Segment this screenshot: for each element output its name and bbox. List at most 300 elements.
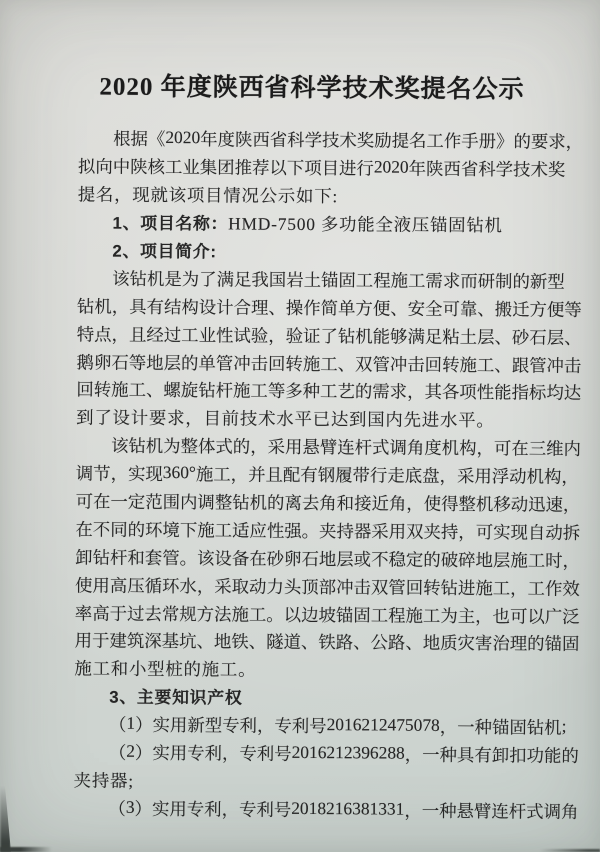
text-segment: 专 bbox=[274, 715, 292, 737]
text-segment: 3 bbox=[162, 462, 172, 483]
text-segment: 性 bbox=[215, 325, 234, 346]
text-segment: 根 bbox=[113, 129, 131, 150]
text-segment: 工 bbox=[527, 578, 546, 599]
text-segment: 强 bbox=[284, 520, 302, 541]
text-segment: 陕 bbox=[234, 129, 253, 151]
text-segment: 石 bbox=[301, 548, 319, 569]
text-segment: 专 bbox=[222, 715, 240, 736]
text-segment: ， bbox=[562, 550, 581, 571]
text-segment: 足 bbox=[424, 326, 443, 347]
text-segment: 力 bbox=[266, 576, 284, 597]
text-segment: 8 bbox=[396, 742, 405, 763]
text-segment: 压 bbox=[127, 575, 145, 596]
text-segment: 。 bbox=[301, 520, 320, 541]
text-line bbox=[75, 514, 581, 545]
text-segment: 种 bbox=[439, 800, 457, 821]
text-segment: 行 bbox=[356, 158, 374, 179]
text-segment: ， bbox=[256, 715, 275, 736]
text-segment: 1 bbox=[369, 798, 379, 819]
text-segment: 建 bbox=[109, 631, 127, 652]
text-segment: 用 bbox=[474, 466, 492, 487]
text-segment: 。 bbox=[179, 547, 198, 569]
text-segment: 拟 bbox=[77, 156, 96, 177]
text-segment: 接 bbox=[354, 493, 372, 514]
text-segment: 、 bbox=[337, 353, 356, 374]
text-segment: 下 bbox=[286, 158, 305, 179]
text-segment: 利 bbox=[239, 715, 258, 736]
text-segment: 回 bbox=[405, 577, 424, 598]
text-segment: 可 bbox=[493, 438, 512, 459]
text-segment: 1 bbox=[126, 712, 136, 733]
text-segment: 有 bbox=[474, 745, 492, 766]
text-segment: 靠 bbox=[459, 298, 478, 319]
text-line bbox=[74, 625, 580, 656]
text-segment: 钻 bbox=[76, 296, 95, 317]
text-segment: 环 bbox=[161, 575, 180, 596]
text-segment: 基 bbox=[161, 631, 180, 652]
text-segment: 工 bbox=[214, 520, 233, 541]
text-segment: 时 bbox=[545, 550, 563, 571]
text-segment: 采 bbox=[371, 521, 389, 542]
text-segment: 同 bbox=[110, 519, 128, 540]
text-segment: 式 bbox=[526, 801, 544, 822]
text-segment: 型 bbox=[547, 271, 565, 292]
text-segment: 方 bbox=[196, 603, 215, 624]
text-segment: 破 bbox=[440, 549, 459, 570]
text-segment: 应 bbox=[249, 520, 267, 541]
text-segment: 制 bbox=[495, 271, 513, 292]
text-segment: 整 bbox=[214, 492, 233, 513]
text-segment: 的 bbox=[267, 492, 285, 513]
text-segment: 施工和小型桩的施工。 bbox=[74, 658, 257, 680]
text-segment: 旋 bbox=[180, 380, 199, 401]
text-segment: 8 bbox=[431, 714, 440, 736]
text-segment: 杆 bbox=[508, 801, 527, 822]
text-segment: 公 bbox=[370, 632, 389, 654]
text-segment: 泛 bbox=[562, 606, 580, 627]
text-segment: 双 bbox=[355, 353, 373, 374]
text-segment: 锚 bbox=[320, 269, 339, 291]
text-segment: 施 bbox=[302, 353, 321, 374]
text-segment: 动 bbox=[509, 466, 527, 487]
text-segment: 杆 bbox=[215, 380, 234, 401]
text-segment: 2 bbox=[325, 797, 335, 818]
text-segment: 钻 bbox=[232, 492, 250, 513]
text-segment: 构 bbox=[543, 466, 562, 487]
text-segment: 环 bbox=[144, 519, 163, 540]
text-segment: 式 bbox=[372, 437, 390, 458]
text-segment: 围 bbox=[162, 491, 181, 513]
text-line bbox=[74, 737, 579, 768]
text-segment: 3 bbox=[352, 798, 361, 819]
text-segment: 连 bbox=[491, 801, 509, 822]
text-segment: 0 bbox=[382, 156, 392, 177]
text-segment: 艺 bbox=[337, 381, 355, 402]
text-segment: 层 bbox=[546, 327, 565, 348]
text-segment: 和 bbox=[336, 493, 355, 514]
text-segment: 3 bbox=[378, 798, 388, 819]
text-segment: 核 bbox=[147, 157, 166, 178]
text-segment: 钻 bbox=[198, 380, 216, 401]
text-segment: 回 bbox=[424, 354, 443, 375]
text-segment: （ bbox=[108, 798, 126, 819]
text-segment: 且 bbox=[265, 464, 284, 485]
text-segment: 以 bbox=[283, 604, 302, 625]
text-segment: 2 bbox=[291, 797, 301, 818]
text-segment: 机 bbox=[544, 717, 562, 738]
text-segment: 工 bbox=[492, 577, 511, 599]
text-segment: ， bbox=[406, 493, 424, 514]
text-segment: 角 bbox=[406, 437, 425, 459]
text-line bbox=[76, 430, 582, 461]
text-segment: 以 bbox=[269, 158, 287, 179]
text-segment: 8 bbox=[360, 798, 370, 819]
text-segment: 2 bbox=[182, 127, 192, 148]
text-segment: 进 bbox=[457, 577, 476, 598]
text-segment: 行 bbox=[369, 465, 388, 486]
text-segment: 移 bbox=[493, 494, 511, 515]
text-segment: 多 bbox=[285, 381, 303, 402]
text-segment: 一 bbox=[422, 744, 440, 765]
text-segment: 提名，现就该项目情况公示如下: bbox=[77, 184, 339, 207]
text-segment: 悬 bbox=[456, 800, 475, 821]
text-segment: 、 bbox=[196, 631, 214, 652]
text-segment: 施 bbox=[390, 270, 409, 291]
text-segment: 扣 bbox=[509, 745, 527, 766]
text-segment: 用 bbox=[388, 521, 407, 542]
text-segment: 连 bbox=[337, 437, 355, 458]
text-segment: 研 bbox=[477, 271, 496, 292]
text-segment: 在 bbox=[75, 519, 93, 540]
text-segment: 自 bbox=[527, 522, 546, 543]
text-segment: ， bbox=[110, 463, 129, 484]
text-segment: 要 bbox=[530, 131, 549, 153]
text-segment: 利 bbox=[204, 743, 223, 764]
text-segment: 率 bbox=[74, 602, 93, 624]
text-segment: 回 bbox=[76, 379, 94, 400]
text-segment: 、 bbox=[564, 327, 582, 348]
text-segment: ， bbox=[230, 464, 249, 485]
text-segment: 2 bbox=[326, 714, 336, 735]
text-segment: 度 bbox=[424, 438, 442, 459]
text-segment: 2 bbox=[378, 714, 388, 735]
text-segment: 双 bbox=[406, 521, 424, 542]
text-segment: 跟 bbox=[511, 354, 530, 376]
text-line bbox=[77, 235, 544, 266]
text-segment: 的 bbox=[127, 519, 146, 540]
text-segment: 的 bbox=[232, 436, 251, 457]
text-segment: 1 bbox=[308, 742, 318, 763]
text-segment: 目 bbox=[321, 158, 340, 179]
text-segment: 害 bbox=[474, 633, 493, 654]
text-segment: 省 bbox=[460, 159, 479, 180]
text-segment: 作 bbox=[303, 297, 321, 318]
text-segment: 3、主要知识产权 bbox=[109, 687, 243, 708]
text-segment: 、 bbox=[390, 298, 408, 319]
text-segment: 1 bbox=[334, 797, 344, 819]
text-segment: 用 bbox=[284, 437, 303, 458]
text-segment: 验 bbox=[285, 325, 304, 346]
text-segment: 度 bbox=[217, 129, 236, 150]
text-line bbox=[74, 598, 580, 629]
text-segment: 工 bbox=[527, 550, 546, 571]
text-segment: 土 bbox=[303, 269, 322, 290]
text-segment: 施 bbox=[405, 605, 424, 626]
text-segment: ， bbox=[439, 466, 458, 487]
text-segment: 层 bbox=[163, 352, 182, 373]
document-body bbox=[73, 123, 584, 824]
text-segment: 0 bbox=[299, 797, 309, 818]
text-segment: 3 bbox=[125, 796, 135, 817]
text-segment: 地 bbox=[318, 548, 337, 569]
text-segment: 钻 bbox=[92, 547, 111, 568]
text-segment: 证 bbox=[302, 325, 321, 346]
text-segment: 过 bbox=[126, 603, 145, 624]
text-segment: 实 bbox=[152, 715, 171, 736]
text-segment: ， bbox=[221, 799, 240, 820]
text-segment: 动 bbox=[249, 576, 267, 597]
text-segment: 》 bbox=[496, 131, 514, 152]
text-segment: 0 bbox=[191, 127, 201, 148]
text-line bbox=[78, 179, 545, 210]
text-segment: 的 bbox=[354, 381, 373, 402]
text-segment: 学 bbox=[495, 159, 514, 180]
text-segment: 去 bbox=[301, 492, 320, 514]
text-segment: 臂 bbox=[473, 800, 492, 822]
text-segment: 4 bbox=[387, 714, 397, 735]
text-segment: 循 bbox=[144, 575, 163, 596]
text-segment: 臂 bbox=[319, 437, 338, 458]
text-segment: 不 bbox=[92, 519, 111, 540]
text-segment: 部 bbox=[318, 576, 337, 597]
text-segment: 锚 bbox=[491, 717, 510, 738]
text-segment: 层 bbox=[336, 548, 354, 570]
text-segment: 6 bbox=[352, 714, 362, 735]
text-segment: 技 bbox=[321, 130, 340, 151]
text-segment: 路 bbox=[335, 632, 354, 653]
text-segment: 器 bbox=[353, 521, 372, 542]
text-segment: 地 bbox=[422, 633, 441, 654]
text-segment: 0 bbox=[174, 127, 183, 148]
text-segment: 该 bbox=[110, 435, 129, 456]
text-segment: 速 bbox=[545, 494, 564, 515]
text-segment: 工 bbox=[408, 270, 426, 291]
text-segment: 性 bbox=[266, 520, 285, 541]
text-segment: 盘 bbox=[422, 465, 440, 487]
text-segment: 筑 bbox=[126, 631, 145, 652]
text-segment: 0 bbox=[180, 462, 190, 483]
text-segment: ° bbox=[188, 462, 197, 483]
text-segment: 7 bbox=[396, 714, 406, 735]
text-segment: 全 bbox=[425, 298, 443, 319]
text-segment: ， bbox=[250, 436, 268, 457]
text-segment: 配 bbox=[282, 464, 301, 486]
text-segment: 种 bbox=[439, 744, 458, 766]
text-segment: 角 bbox=[319, 493, 337, 514]
text-segment: 中 bbox=[112, 156, 131, 178]
text-segment: 6 bbox=[369, 742, 379, 763]
text-segment: 高 bbox=[109, 575, 128, 596]
text-segment: 浮 bbox=[491, 466, 510, 487]
text-segment: 岩 bbox=[286, 269, 304, 290]
text-segment: 体 bbox=[197, 436, 216, 457]
text-line bbox=[74, 653, 541, 684]
text-segment: ， bbox=[268, 325, 286, 346]
text-segment: 机 bbox=[145, 436, 164, 457]
text-segment: 一 bbox=[421, 800, 440, 821]
text-segment: 隧 bbox=[266, 632, 284, 653]
text-segment: 、 bbox=[353, 632, 371, 653]
text-segment: 管 bbox=[388, 577, 406, 598]
text-segment: 固 bbox=[561, 634, 580, 655]
text-segment: 结 bbox=[163, 296, 182, 317]
text-segment: 为 bbox=[440, 605, 458, 626]
text-segment: 集 bbox=[199, 157, 218, 178]
text-segment: 标 bbox=[528, 382, 547, 404]
text-segment: 具 bbox=[129, 296, 147, 317]
text-segment: 能 bbox=[372, 326, 391, 347]
text-segment: 采 bbox=[267, 436, 286, 458]
text-segment: 走 bbox=[387, 465, 405, 486]
text-segment: 带 bbox=[352, 465, 371, 486]
text-segment: 冲 bbox=[389, 354, 408, 375]
document-title: 2020 年度陕西省科学技术奖提名公示 bbox=[99, 73, 525, 104]
text-segment: 水 bbox=[179, 575, 197, 596]
text-segment: 据 bbox=[130, 129, 149, 150]
text-segment: 坑 bbox=[179, 631, 197, 652]
text-segment: 0 bbox=[335, 714, 345, 735]
text-segment: 回 bbox=[267, 353, 286, 374]
text-segment: 持 bbox=[336, 521, 354, 542]
text-segment: 构 bbox=[181, 296, 199, 318]
text-segment: 满 bbox=[216, 269, 235, 290]
text-segment: 学 bbox=[304, 130, 323, 151]
text-segment: 3 bbox=[386, 798, 396, 819]
text-segment: 程 bbox=[373, 270, 391, 291]
text-line bbox=[77, 151, 566, 182]
text-segment: 的 bbox=[561, 745, 579, 766]
text-line bbox=[77, 263, 565, 294]
text-segment: 利 bbox=[256, 743, 275, 764]
text-segment: 工 bbox=[250, 381, 268, 402]
text-segment: 也 bbox=[492, 605, 511, 626]
text-segment: 计 bbox=[216, 297, 234, 318]
text-segment: 2 bbox=[126, 740, 136, 761]
text-segment: 满 bbox=[407, 326, 425, 347]
text-segment: 技 bbox=[513, 159, 531, 180]
text-segment: 单 bbox=[337, 297, 356, 319]
text-segment: 效 bbox=[562, 578, 580, 599]
text-segment: 为 bbox=[163, 436, 181, 457]
text-segment: 工 bbox=[320, 381, 338, 402]
text-segment: 理 bbox=[250, 297, 269, 318]
text-segment: 为 bbox=[181, 268, 200, 290]
text-segment: 卸 bbox=[491, 745, 510, 766]
text-segment: 整 bbox=[180, 436, 199, 457]
text-segment: 该 bbox=[196, 548, 215, 569]
text-segment: 施 bbox=[111, 380, 129, 401]
text-segment: 广 bbox=[544, 606, 563, 627]
text-segment: 荐 bbox=[251, 157, 270, 179]
text-segment: 石 bbox=[529, 327, 547, 348]
text-segment: 种 bbox=[302, 381, 321, 402]
text-segment: 底 bbox=[404, 465, 423, 486]
text-segment: 、 bbox=[477, 298, 495, 320]
text-segment: 搬 bbox=[494, 299, 513, 320]
text-segment: 工 bbox=[422, 605, 441, 626]
text-segment: 锚 bbox=[335, 604, 354, 625]
text-segment: 钻 bbox=[337, 325, 356, 346]
text-segment: 定 bbox=[405, 549, 424, 570]
text-segment: 节 bbox=[93, 463, 111, 484]
text-line bbox=[74, 765, 541, 796]
text-segment: 到了设计要求，目前技术水平已达到国内先进水平。 bbox=[76, 407, 495, 431]
text-segment: 工 bbox=[370, 605, 389, 626]
text-segment: 实 bbox=[152, 742, 170, 764]
text-segment: 2 bbox=[343, 742, 353, 763]
text-segment: 0 bbox=[300, 741, 310, 763]
text-segment: ， bbox=[221, 743, 240, 764]
text-segment: 手 bbox=[461, 131, 479, 152]
text-segment: 地 bbox=[475, 549, 494, 571]
text-segment: 实 bbox=[127, 463, 146, 484]
text-segment: ， bbox=[404, 800, 422, 821]
text-segment: 用 bbox=[169, 715, 188, 736]
text-segment: 2、项目简介: bbox=[112, 241, 217, 261]
text-segment: 机 bbox=[441, 438, 460, 459]
text-segment: 陕 bbox=[130, 157, 148, 178]
text-segment: 履 bbox=[335, 465, 353, 486]
text-segment: 顶 bbox=[301, 576, 319, 597]
text-segment: 项 bbox=[459, 382, 477, 403]
text-segment: 推 bbox=[234, 157, 253, 178]
text-segment: 1 bbox=[370, 714, 379, 735]
text-line bbox=[73, 793, 579, 824]
text-segment: 、 bbox=[268, 297, 286, 318]
text-segment: 册 bbox=[478, 131, 497, 152]
text-segment: 指 bbox=[511, 382, 530, 403]
text-segment: ， bbox=[111, 296, 130, 317]
text-segment: 专 bbox=[238, 799, 257, 820]
text-segment: 2 bbox=[391, 156, 401, 177]
text-segment: 定 bbox=[127, 491, 146, 512]
text-segment: 的 bbox=[423, 549, 441, 570]
text-segment: 角 bbox=[388, 493, 407, 514]
text-segment: 击 bbox=[353, 576, 372, 598]
text-segment: 工 bbox=[426, 131, 444, 152]
text-segment: 理 bbox=[509, 633, 528, 654]
text-segment: 工 bbox=[128, 380, 147, 401]
text-segment: 6 bbox=[317, 742, 327, 763]
text-segment: 悬 bbox=[302, 437, 320, 458]
text-segment: 用 bbox=[92, 575, 110, 596]
text-line bbox=[74, 709, 567, 740]
text-segment: 内 bbox=[563, 439, 582, 460]
text-segment: 杆 bbox=[354, 437, 373, 458]
text-segment: 等 bbox=[128, 352, 147, 373]
text-segment: 固 bbox=[338, 270, 356, 291]
text-segment: 项 bbox=[304, 158, 322, 179]
text-segment: 8 bbox=[317, 797, 327, 818]
text-segment: 冲 bbox=[336, 576, 354, 597]
text-segment: 了 bbox=[320, 325, 338, 346]
text-segment: 国 bbox=[268, 269, 287, 290]
text-segment: 角 bbox=[560, 801, 579, 822]
text-line bbox=[75, 458, 579, 489]
text-line bbox=[76, 319, 582, 350]
text-segment: ; bbox=[561, 715, 567, 736]
text-segment: 功 bbox=[526, 745, 545, 766]
